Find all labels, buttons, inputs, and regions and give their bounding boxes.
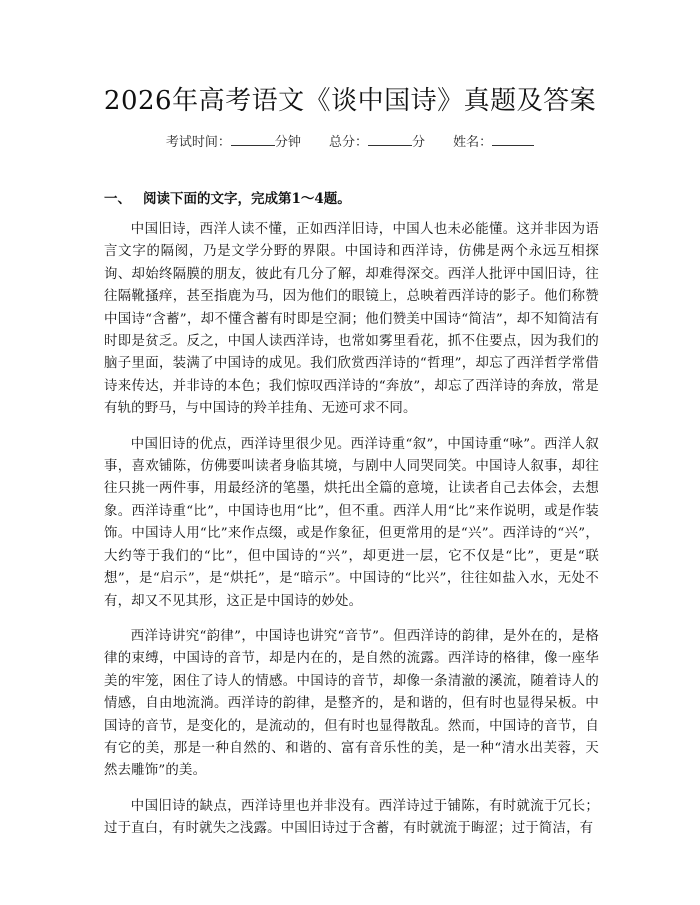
name-label: 姓名：	[453, 135, 493, 150]
name-blank[interactable]	[492, 133, 534, 146]
section-number: 一、	[104, 191, 131, 207]
document-title: 2026年高考语文《谈中国诗》真题及答案	[103, 86, 597, 116]
section-instruction: 阅读下面的文字，完成第1～4题。	[143, 191, 351, 207]
reading-passage	[104, 219, 599, 854]
exam-info-line	[0, 133, 700, 152]
total-score-unit: 分	[412, 135, 426, 150]
exam-time-blank[interactable]	[231, 133, 275, 146]
passage-paragraph: 西洋诗讲究“韵律”，中国诗也讲究“音节”。但西洋诗的韵律，是外在的，是格律的束缚，中国诗的音节，却是内在的，是自然的流露。西洋诗的格律，像一座华美的牢笼，困住了诗人的情感。中国诗的音节，却像一条清澈的溪流，随着诗人的情感，自由地流淌。西洋诗的韵律，是整齐的，是和谐的，但有时也显得呆板。中国诗的音节，是变化的，是流动的，但有时也显得散乱。然而，中国诗的音节，自有它的美，那是一种自然的、和谐的、富有音乐性的美，是一种“清水出芙蓉，天然去雕饰”的美。	[104, 628, 599, 779]
exam-time-field	[166, 133, 301, 152]
passage-paragraph: 中国旧诗的优点，西洋诗里很少见。西洋诗重“叙”，中国诗重“咏”。西洋人叙事，喜欢铺陈，仿佛要叫读者身临其境，与剧中人同哭同笑。中国诗人叙事，却往往只挑一两件事，用最经济的笔墨，烘托出全篇的意境，让读者自己去体会，去想象。西洋诗重“比”，中国诗也用“比”，但不重。西洋人用“比”来作说明，或是作装饰。中国诗人用“比”来作点缀，或是作象征，但更常用的是“兴”。西洋诗的“兴”，大约等于我们的“比”，但中国诗的“兴”，却更进一层，它不仅是“比”，更是“联想”，是“启示”，是“烘托”，是“暗示”。中国诗的“比兴”，往往如盐入水，无处不有，却又不见其形，这正是中国诗的妙处。	[104, 436, 599, 609]
passage-paragraph: 中国旧诗，西洋人读不懂，正如西洋旧诗，中国人也未必能懂。这并非因为语言文字的隔阂，乃是文学分野的界限。中国诗和西洋诗，仿佛是两个永远互相探询、却始终隔膜的朋友，彼此有几分了解，却难得深交。西洋人批评中国旧诗，往往隔靴搔痒，甚至指鹿为马，因为他们的眼镜上，总映着西洋诗的影子。他们称赞中国诗“含蓄”，却不懂含蓄有时即是空洞；他们赞美中国诗“简洁”，却不知简洁有时即是贫乏。反之，中国人读西洋诗，也常如雾里看花，抓不住要点，因为我们的脑子里面，装满了中国诗的成见。我们欣赏西洋诗的“哲理”，却忘了西洋哲学常借诗来传达，并非诗的本色；我们惊叹西洋诗的“奔放”，却忘了西洋诗的奔放，常是有轨的野马，与中国诗的羚羊挂角、无迹可求不同。	[104, 222, 599, 417]
passage-paragraph: 中国旧诗的缺点，西洋诗里也并非没有。西洋诗过于铺陈，有时就流于冗长；过于直白，有时就失之浅露。中国旧诗过于含蓄，有时就流于晦涩；过于简洁，有	[104, 798, 599, 837]
name-field	[453, 133, 534, 152]
total-score-label: 总分：	[328, 135, 368, 150]
exam-time-label: 考试时间：	[165, 135, 231, 150]
exam-time-unit: 分钟	[274, 135, 301, 150]
section-heading	[104, 189, 351, 209]
total-score-field	[329, 133, 425, 152]
total-score-blank[interactable]	[368, 133, 412, 146]
